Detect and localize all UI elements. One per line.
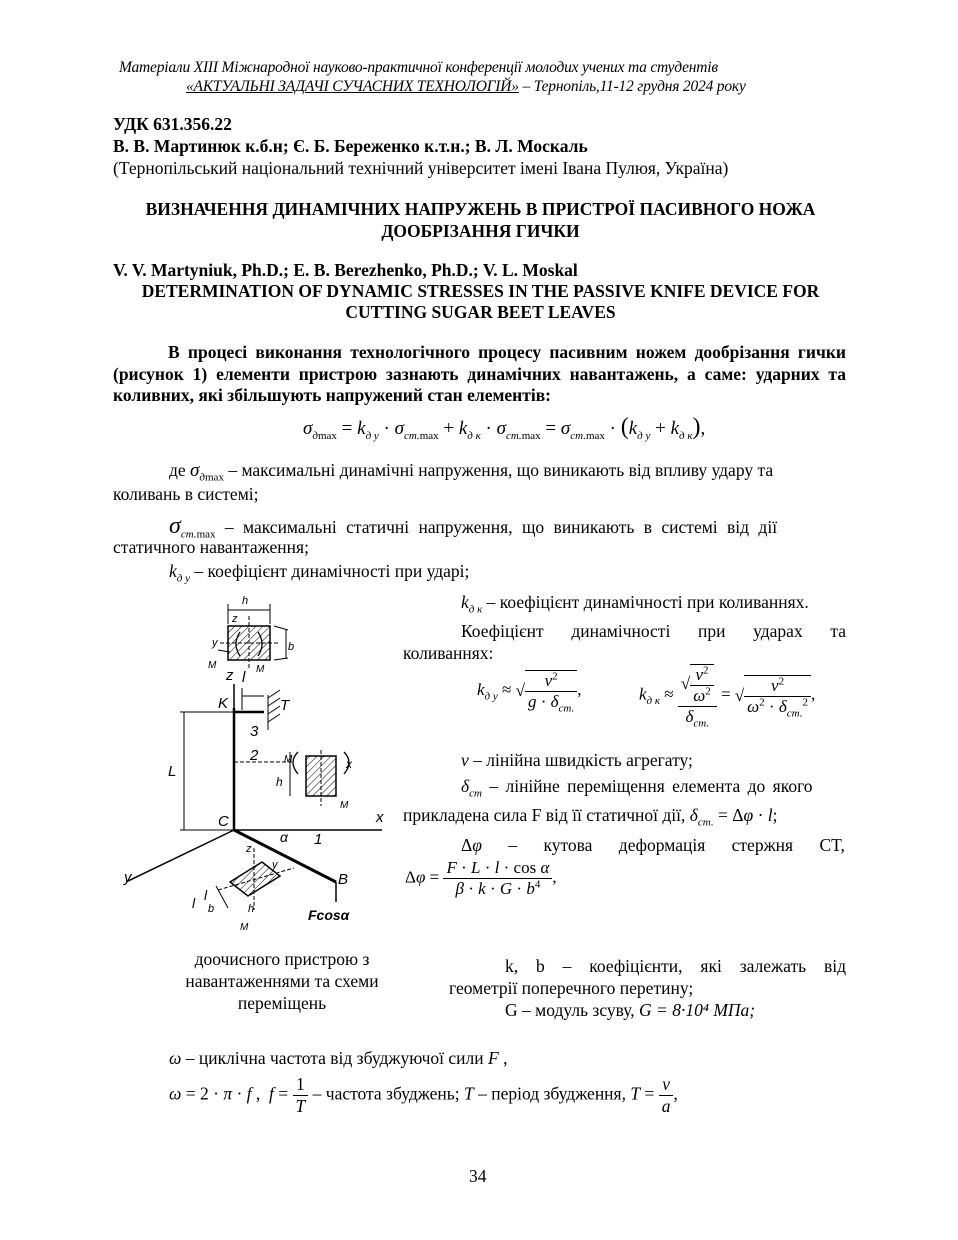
svg-text:z: z	[232, 613, 238, 625]
authors-en: V. V. Martyniuk, Ph.D.; E. B. Berezhenko, Ph.D.; V. L. Moskal	[113, 260, 578, 280]
udk: УДК 631.356.22	[113, 114, 232, 134]
svg-text:α: α	[280, 829, 288, 845]
top-cross-section	[208, 595, 294, 675]
def-omega: ω – циклічна частота від збуджуючої сили F ,	[169, 1048, 508, 1068]
def-kdk: $k_{д к}$ – коефіцієнт динамічності при коливаннях.	[461, 592, 809, 616]
svg-text:M: M	[340, 800, 349, 811]
svg-text:h: h	[276, 775, 283, 789]
coef-line2: коливаннях:	[403, 643, 494, 663]
svg-text:M: M	[240, 922, 249, 933]
svg-text:z: z	[226, 667, 234, 684]
svg-text:h: h	[242, 595, 249, 607]
middle-cross-section	[276, 750, 353, 811]
svg-text:l: l	[192, 895, 196, 911]
svg-text:x: x	[346, 757, 352, 771]
def-dphi: Δφ – кутова деформація стержня CT,	[461, 835, 845, 855]
svg-text:x: x	[376, 809, 384, 826]
figure-scheme	[108, 590, 398, 950]
svg-text:M: M	[256, 664, 265, 675]
def-sigma-dmax-line2: коливань в системі;	[113, 484, 259, 504]
svg-text:y: y	[272, 859, 278, 871]
svg-text:C: C	[218, 813, 229, 830]
svg-text:T: T	[280, 697, 290, 714]
def-sigma-stmax-line2: статичного навантаження;	[113, 537, 309, 557]
figure-caption: доочисного пристрою з навантаженнями та схеми переміщень	[185, 949, 379, 1013]
page-number: 34	[469, 1166, 487, 1186]
authors-ua: В. В. Мартинюк к.б.н; Є. Б. Береженко к.т.н.; В. Л. Москаль	[113, 136, 588, 156]
def-kb-line1: k, b – коефіцієнти, які залежать від	[505, 956, 846, 976]
title-ua: ВИЗНАЧЕННЯ ДИНАМІЧНИХ НАПРУЖЕНЬ В ПРИСТРОЇ ПАСИВНОГО НОЖА ДООБРІЗАННЯ ГИЧКИ	[145, 199, 816, 241]
svg-text:z: z	[246, 843, 252, 855]
svg-text:B: B	[338, 871, 349, 888]
def-G: G – модуль зсуву, G = 8·10⁴ МПа;	[505, 1000, 756, 1020]
svg-text:l: l	[204, 887, 208, 903]
formula-omega-f-T: ω = 2 · π · f , f = $\frac{1}{T}$ – частота збуджень; T – період збудження, T = $\frac{v}{a}$ ,	[169, 1074, 678, 1116]
formula-sigma-dmax: $\sigma_{дmax} = k_{д у} \cdot \sigma_{ст.max} + k_{д к} \cdot \sigma_{ст.max} = \sigma_{ст.max} \cdot (k_{д у} + k_{д к})$,	[303, 414, 706, 442]
svg-text:3: 3	[250, 723, 259, 740]
coef-line1: Коефіцієнт динамічності при ударах та	[461, 621, 846, 641]
def-kb-line2: геометрії поперечного перетину;	[449, 978, 694, 998]
svg-text:y: y	[212, 637, 218, 649]
svg-text:y: y	[124, 869, 132, 886]
def-sigma-dmax-line1: де $\sigma_{дmax}$ – максимальні динамічні напруження, що виникають від впливу удару та	[169, 460, 774, 484]
svg-text:b: b	[208, 903, 215, 915]
formula-kdy: $k_{д у}$ ≈ √ $\frac{v^2}{g \cdot \delta_{ст.}}$ ,	[477, 670, 582, 715]
formula-dphi: Δφ = $\frac{\text{F · L · l · cos α}}{\beta \cdot k \cdot G \cdot b^4}$ ,	[405, 858, 557, 898]
bottom-cross-section	[192, 843, 294, 933]
svg-text:b: b	[288, 641, 295, 653]
svg-text:M: M	[208, 660, 217, 671]
svg-text:Fcosα: Fcosα	[308, 907, 350, 923]
affiliation: (Тернопільський національний технічний університет імені Івана Пулюя, Україна)	[113, 158, 729, 178]
def-delta-line2: прикладена сила F від її статичної дії, $\delta_{ст.} = \Delta\varphi \cdot l$;	[403, 805, 778, 829]
conference-title: «АКТУАЛЬНІ ЗАДАЧІ СУЧАСНИХ ТЕХНОЛОГІЙ»	[186, 78, 519, 95]
def-delta-line1: $\delta_{ст}$ – лінійне переміщення елемента до якого	[461, 776, 813, 800]
svg-text:h: h	[248, 903, 255, 915]
svg-text:M: M	[284, 754, 293, 765]
conference-place-date: – Тернопіль,11-12 грудня 2024 року	[518, 78, 746, 95]
svg-text:l: l	[242, 669, 246, 686]
conference-header-line2	[186, 78, 746, 96]
intro-paragraph: В процесі виконання технологічного процесу пасивним ножем дообрізання гички (рисунок 1) елементи пристрою зазнають динамічних навантажень, а саме: ударних та коливних, які збільшують напружений стан елементів:	[113, 342, 846, 405]
conference-header-line1: Матеріали XIII Міжнародної науково-практичної конференції молодих учених та студентів	[119, 59, 718, 76]
svg-text:K: K	[218, 695, 229, 712]
svg-text:1: 1	[314, 831, 323, 848]
svg-text:2: 2	[250, 747, 259, 764]
def-kdy: $k_{д у}$ – коефіцієнт динамічності при ударі;	[169, 561, 470, 585]
formula-kdk: $k_{д к}$ ≈ √ $\frac{v^2}{\omega^2}$ $\delta_{ст.}$ = √ $\frac{v^2}{\omega^2 \cdot \delta_{ст.}^2}$ ,	[639, 664, 816, 730]
title-en: DETERMINATION OF DYNAMIC STRESSES IN THE PASSIVE KNIFE DEVICE FOR CUTTING SUGAR BEET LEAVES	[141, 281, 820, 322]
svg-text:L: L	[168, 763, 177, 780]
def-v: v – лінійна швидкість агрегату;	[461, 750, 693, 770]
def-sigma-stmax-line1: $\sigma_{ст.max}$ – максимальні статичні напруження, що виникають в системі від дії	[169, 513, 778, 541]
